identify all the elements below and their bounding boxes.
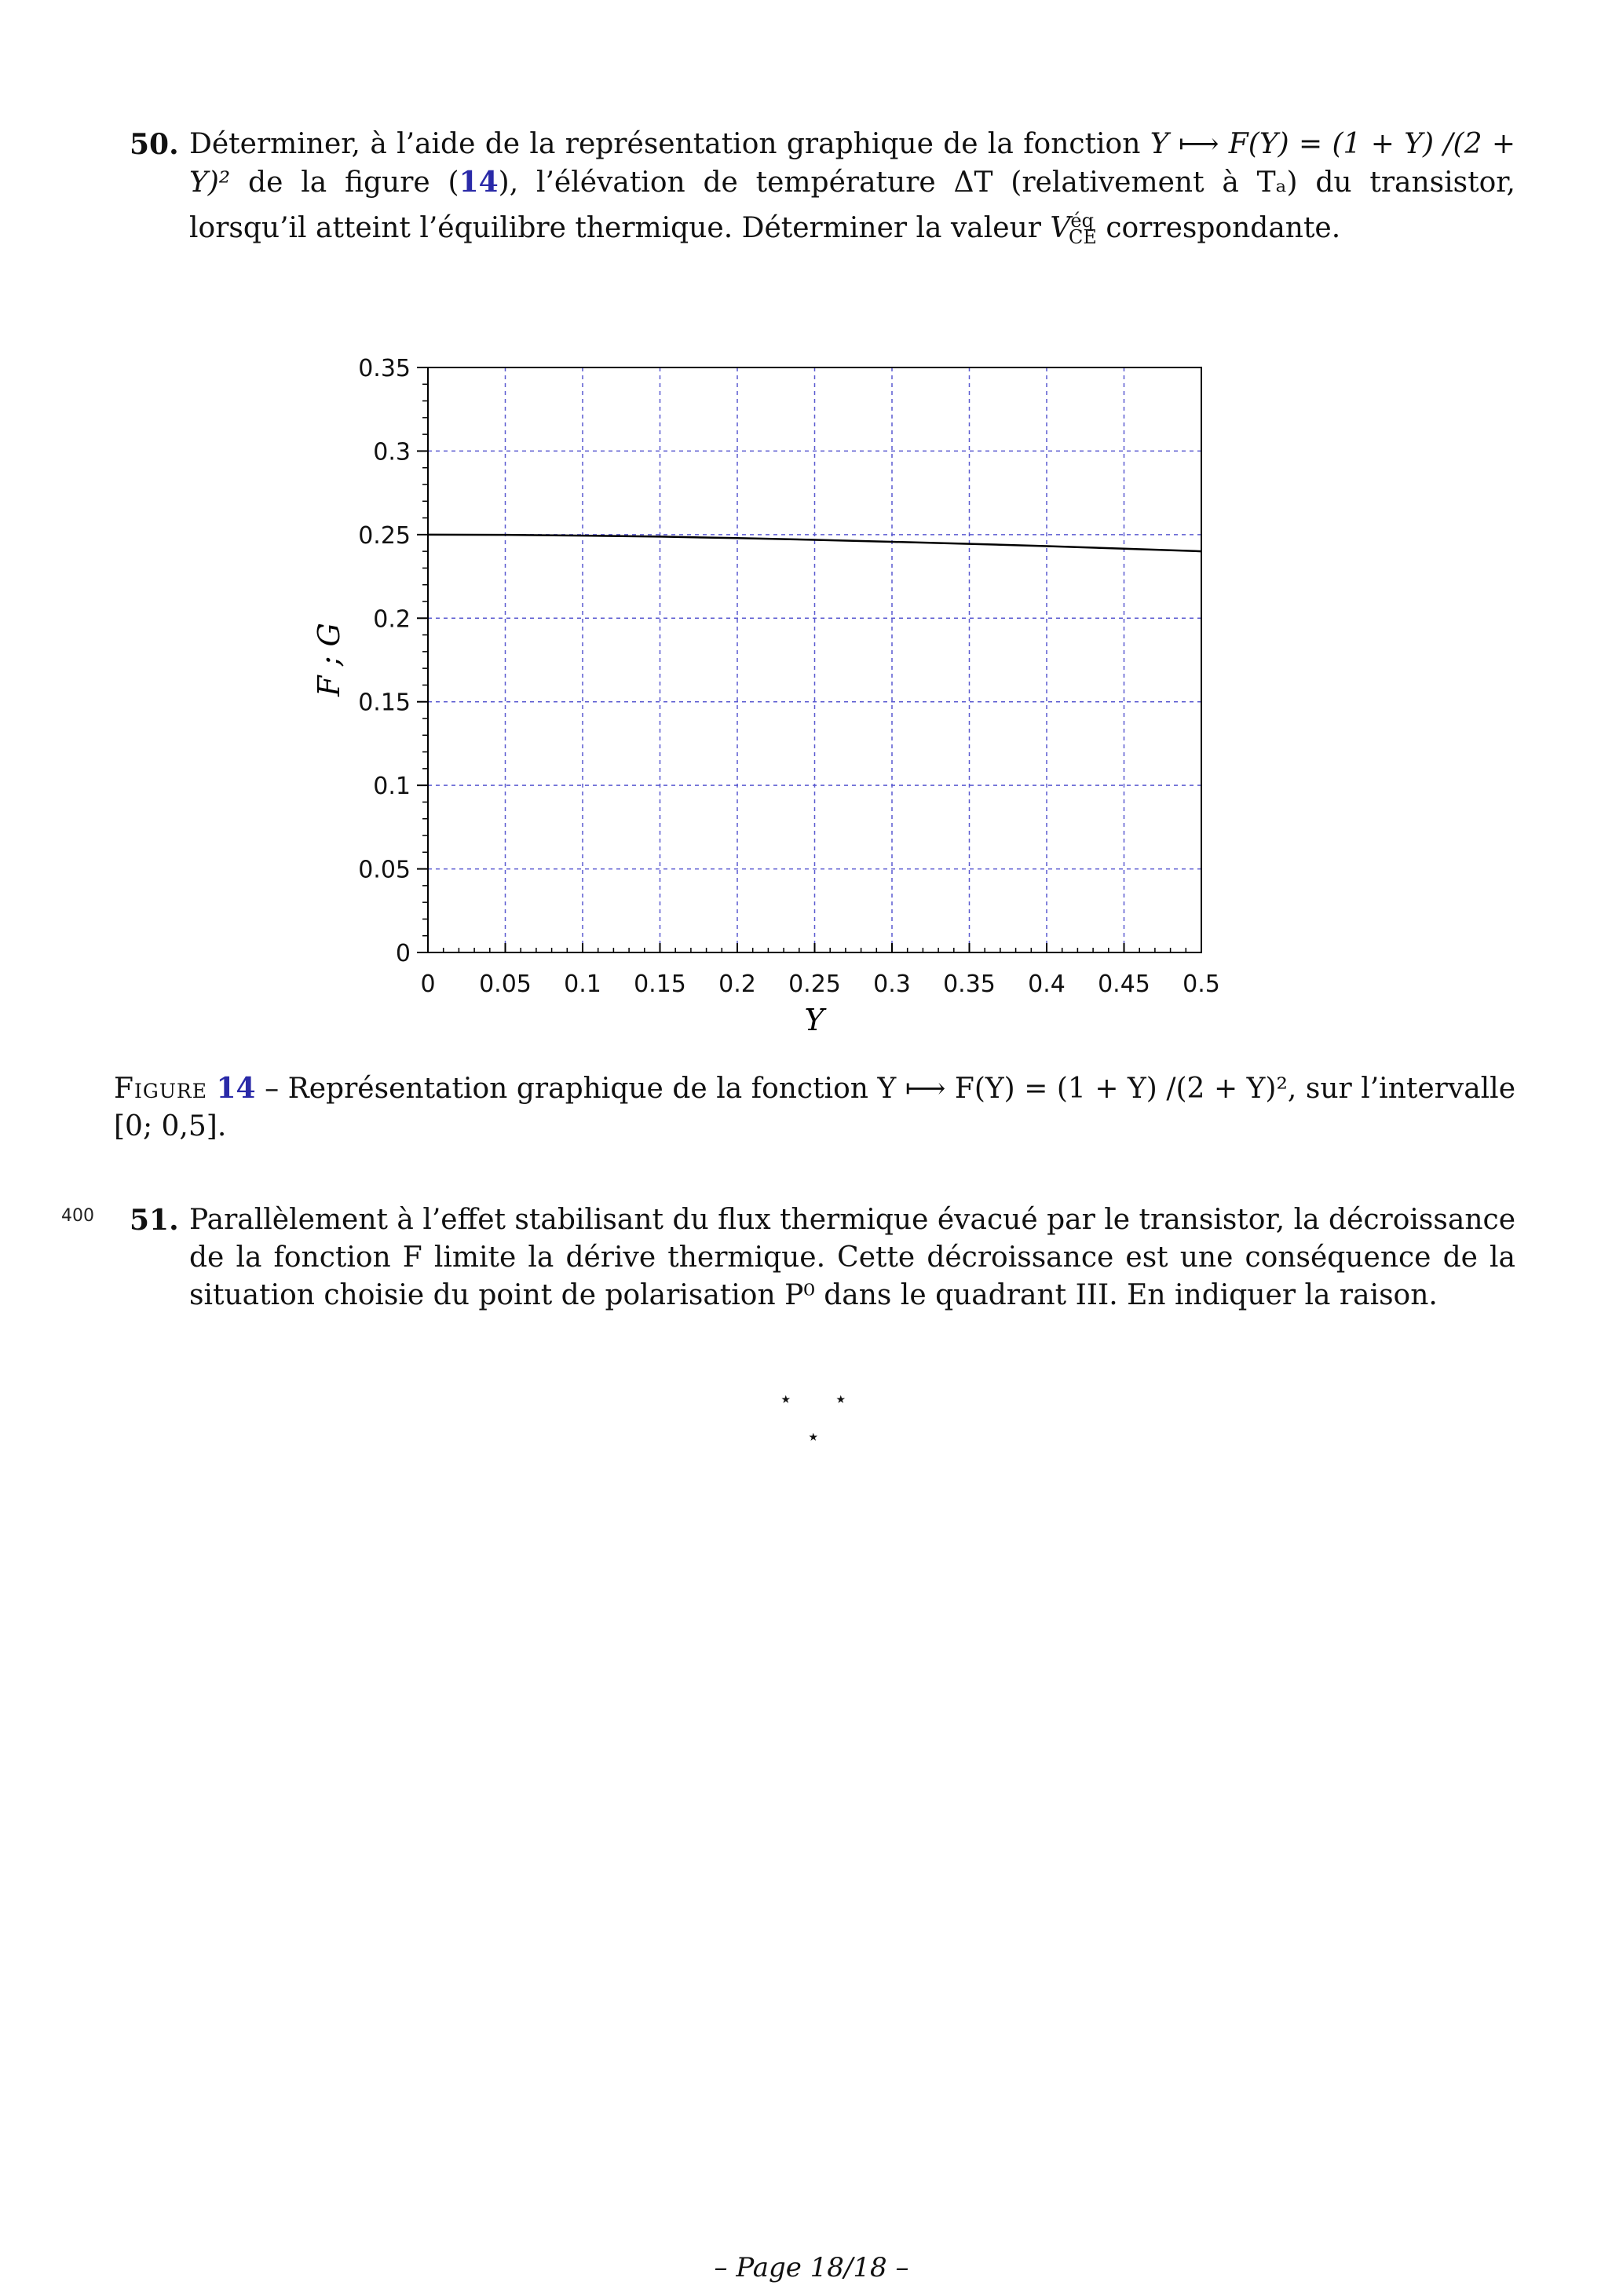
- y-axis-label: F ; G: [312, 623, 346, 696]
- x-tick-labels: [420, 971, 1219, 998]
- chart-grid: [428, 367, 1201, 952]
- x-tick-label: 0.4: [1028, 971, 1066, 998]
- x-tick-label: 0.3: [873, 971, 911, 998]
- question-text: Déterminer, à l’aide de la représentation graphique de la fonction Y ⟼ F(Y) = (1 + Y) /(2 + Y)² de la figure (14), l’élévation de température ΔT (relativement à Tₐ) du transistor, lorsqu’il atteint l’équilibre thermique. Déterminer la valeur $V^{éq}_{CE}$ correspondante.: [189, 128, 1515, 249]
- star-icon: ⋆: [806, 1424, 821, 1450]
- y-tick-label: 0: [395, 940, 411, 967]
- question-text: Parallèlement à l’effet stabilisant du flux thermique évacué par le transistor, la décroissance de la fonction F limite la dérive thermique. Cette décroissance est une conséquence de la situation choisie du point de polarisation P⁰ dans le quadrant III. En indiquer la raison.: [189, 1204, 1515, 1311]
- y-tick-label: 0.15: [358, 689, 411, 717]
- x-tick-label: 0.15: [634, 971, 686, 998]
- vce-symbol: V: [1050, 212, 1071, 244]
- question-number: 50.: [130, 128, 179, 161]
- x-tick-label: 0.25: [788, 971, 841, 998]
- function-expression: Y ⟼ F(Y) = (1 + Y) /(2 + Y)²: [189, 128, 1515, 199]
- y-tick-label: 0.25: [358, 521, 411, 550]
- y-tick-label: 0.35: [358, 355, 411, 382]
- chart-ticks: [417, 367, 1201, 952]
- page-footer: – Page 18/18 –: [714, 2252, 909, 2283]
- figure-caption: Figure 14 – Représentation graphique de la fonction Y ⟼ F(Y) = (1 + Y) /(2 + Y)², sur l’intervalle [0; 0,5].: [114, 1072, 1515, 1143]
- y-tick-label: 0.2: [373, 605, 411, 634]
- y-tick-label: 0.1: [373, 773, 411, 801]
- x-tick-label: 0.1: [564, 971, 601, 998]
- star-icon: ⋆: [779, 1386, 793, 1412]
- x-tick-label: 0.35: [943, 971, 996, 998]
- x-axis-label: Y: [804, 1003, 824, 1037]
- figure-14-chart: [0, 0, 1623, 1052]
- y-tick-label: 0.05: [358, 856, 411, 884]
- x-tick-label: 0.2: [718, 971, 756, 998]
- figure-reference-link[interactable]: 14: [459, 166, 499, 199]
- x-tick-label: 0.05: [479, 971, 532, 998]
- x-tick-label: 0.5: [1183, 971, 1220, 998]
- question-51: [130, 1201, 1515, 1314]
- y-tick-label: 0.3: [373, 438, 411, 466]
- question-number: 51.: [130, 1204, 179, 1237]
- caption-figure-number: 14: [216, 1072, 256, 1105]
- y-tick-labels: [358, 355, 411, 967]
- star-icon: ⋆: [834, 1386, 848, 1412]
- x-tick-label: 0.45: [1098, 971, 1150, 998]
- x-tick-label: 0: [420, 971, 436, 998]
- line-number: 400: [61, 1206, 94, 1226]
